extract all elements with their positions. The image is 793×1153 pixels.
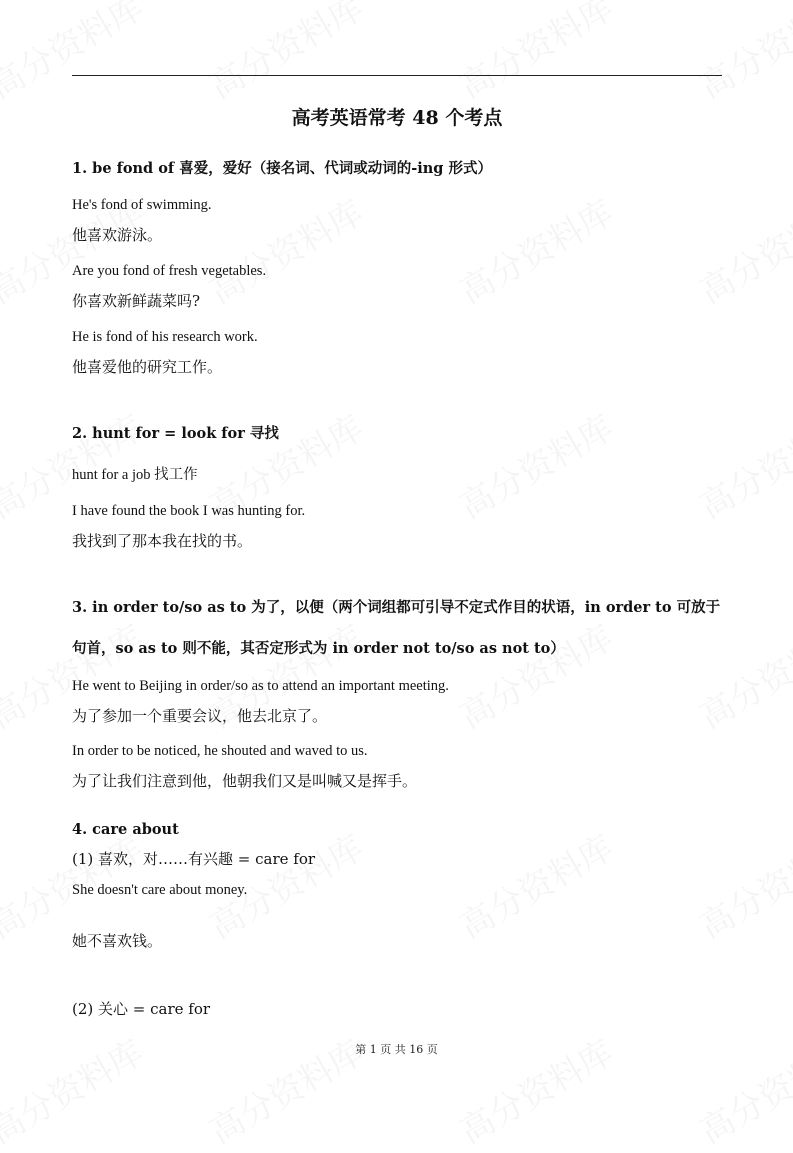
watermark-text [199,186,371,313]
watermark-text [449,821,621,948]
watermark-text [689,0,793,108]
watermark-text [689,611,793,738]
example-english: He is fond of his research work. [72,329,258,345]
definition-line: (2) 关心 = care for [72,1000,211,1018]
watermark-text [449,0,621,108]
page-number: 第 1 页 共 16 页 [355,1043,438,1056]
watermark-text [689,186,793,313]
section-heading: 3. in order to/so as to 为了，以便（两个词组都可引导不定式作目的状语，in order to 可放于 [72,599,721,616]
page-title: 高考英语常考 48 个考点 [291,107,503,129]
watermark-text [689,401,793,528]
example-english: She doesn't care about money. [72,882,248,898]
example-chinese: 为了让我们注意到他，他朝我们又是叫喊又是挥手。 [72,772,418,790]
section-heading: 1. be fond of 喜爱，爱好（接名词、代词或动词的-ing 形式） [72,160,492,177]
example-chinese: 你喜欢新鲜蔬菜吗? [72,292,201,310]
watermark-text [449,401,621,528]
section-heading: 4. care about [72,821,179,838]
definition-line: (1) 喜欢，对……有兴趣 = care for [72,850,316,868]
section-heading-continued: 句首，so as to 则不能，其否定形式为 in order not to/so as not to） [72,640,565,657]
watermark-text [449,186,621,313]
watermark-text [0,0,151,108]
example-chinese: 她不喜欢钱。 [72,932,163,950]
example-chinese: 我找到了那本我在找的书。 [72,532,253,550]
example-english: hunt for a job 找工作 [72,467,198,483]
example-chinese: 他喜爱他的研究工作。 [72,358,223,376]
example-english: I have found the book I was hunting for. [72,503,306,519]
example-english: He's fond of swimming. [72,197,212,213]
example-chinese: 他喜欢游泳。 [72,226,163,244]
watermark-text [449,611,621,738]
example-english: Are you fond of fresh vegetables. [72,263,267,279]
watermark-text [689,821,793,948]
example-english: In order to be noticed, he shouted and waved to us. [72,743,368,759]
example-chinese: 为了参加一个重要会议，他去北京了。 [72,707,328,725]
example-english: He went to Beijing in order/so as to attend an important meeting. [72,678,449,694]
header-divider [72,75,722,76]
watermark-text [199,0,371,108]
section-heading: 2. hunt for = look for 寻找 [72,425,279,442]
